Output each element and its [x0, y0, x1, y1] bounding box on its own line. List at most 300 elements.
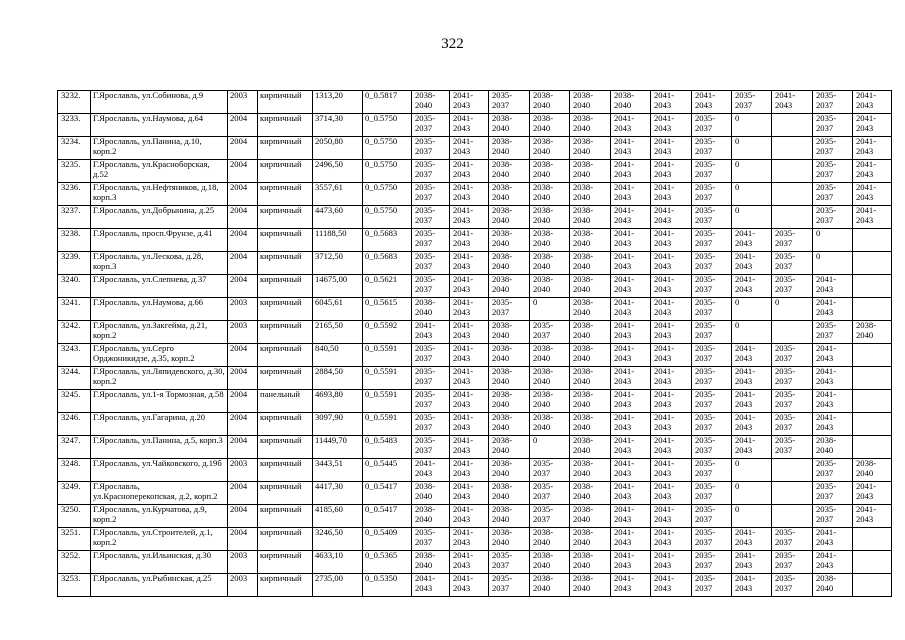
- repair-period-cell: 2041-2043: [651, 459, 692, 482]
- repair-period-cell: 2038-2040: [570, 91, 611, 114]
- repair-period-cell: 2041-2043: [611, 344, 651, 367]
- repair-period-cell: 2041-2043: [611, 574, 651, 597]
- address-cell: Г.Ярославль, ул.Курчатова, д.9, корп.2: [91, 505, 228, 528]
- row-number-cell: 3252.: [58, 551, 91, 574]
- repair-period-cell: 2041-2043: [651, 436, 692, 459]
- repair-period-cell: 0: [813, 252, 853, 275]
- repair-period-cell: [772, 183, 813, 206]
- repair-period-cell: 2041-2043: [853, 505, 892, 528]
- table-row: [58, 528, 892, 551]
- wall-material-cell: кирпичный: [258, 91, 313, 114]
- repair-period-cell: 2038-2040: [570, 183, 611, 206]
- repair-period-cell: 2041-2043: [611, 114, 651, 137]
- table-row: [58, 482, 892, 505]
- repair-period-cell: 0: [732, 183, 772, 206]
- repair-period-cell: 2041-2043: [611, 206, 651, 229]
- repair-period-cell: 2035-2037: [813, 206, 853, 229]
- repair-period-cell: 2035-2037: [772, 528, 813, 551]
- table-row: [58, 574, 892, 597]
- year-built-cell: 2004: [228, 137, 258, 160]
- wall-material-cell: панельный: [258, 390, 313, 413]
- repair-period-cell: 2041-2043: [732, 574, 772, 597]
- repair-period-cell: 2038-2040: [489, 505, 530, 528]
- repair-period-cell: 2041-2043: [611, 436, 651, 459]
- repair-period-cell: 2038-2040: [489, 229, 530, 252]
- repair-period-cell: 2041-2043: [732, 367, 772, 390]
- repair-period-cell: 2035-2037: [530, 482, 570, 505]
- area-cell: 2165,50: [313, 321, 363, 344]
- repair-period-cell: 0: [772, 298, 813, 321]
- year-built-cell: 2003: [228, 91, 258, 114]
- repair-period-cell: 2035-2037: [692, 183, 732, 206]
- repair-period-cell: 2038-2040: [489, 390, 530, 413]
- row-number-cell: 3244.: [58, 367, 91, 390]
- year-built-cell: 2004: [228, 367, 258, 390]
- wear-index-cell: 0_0.5591: [363, 390, 412, 413]
- address-cell: Г.Ярославль, ул.Слепнева, д.37: [91, 275, 228, 298]
- repair-period-cell: [853, 551, 892, 574]
- repair-period-cell: 2038-2040: [570, 459, 611, 482]
- repair-period-cell: 2041-2043: [732, 436, 772, 459]
- repair-period-cell: 2038-2040: [530, 91, 570, 114]
- address-cell: Г.Ярославль, ул.Добрынина, д.25: [91, 206, 228, 229]
- repair-period-cell: 2035-2037: [412, 183, 450, 206]
- repair-period-cell: 2038-2040: [570, 528, 611, 551]
- repair-period-cell: 2041-2043: [412, 321, 450, 344]
- row-number-cell: 3242.: [58, 321, 91, 344]
- repair-period-cell: 2038-2040: [530, 114, 570, 137]
- row-number-cell: 3246.: [58, 413, 91, 436]
- repair-period-cell: 0: [732, 505, 772, 528]
- wear-index-cell: 0_0.5445: [363, 459, 412, 482]
- repair-period-cell: 2035-2037: [692, 482, 732, 505]
- repair-period-cell: 2038-2040: [489, 367, 530, 390]
- repair-period-cell: 2041-2043: [450, 367, 489, 390]
- wear-index-cell: 0_0.5750: [363, 160, 412, 183]
- repair-period-cell: 2038-2040: [489, 344, 530, 367]
- repair-period-cell: 2038-2040: [570, 574, 611, 597]
- row-number-cell: 3236.: [58, 183, 91, 206]
- table-row: [58, 459, 892, 482]
- repair-period-cell: 2035-2037: [412, 114, 450, 137]
- repair-period-cell: [853, 229, 892, 252]
- repair-period-cell: 2035-2037: [412, 367, 450, 390]
- repair-period-cell: 2038-2040: [570, 114, 611, 137]
- address-cell: Г.Ярославль, ул.Ляпидевского, д.30, корп.2: [91, 367, 228, 390]
- repair-period-cell: 2038-2040: [570, 413, 611, 436]
- repair-period-cell: 2035-2037: [772, 551, 813, 574]
- wear-index-cell: 0_0.5683: [363, 252, 412, 275]
- repair-period-cell: 0: [732, 459, 772, 482]
- repair-period-cell: 2035-2037: [692, 206, 732, 229]
- repair-period-cell: 2038-2040: [530, 413, 570, 436]
- repair-period-cell: 2041-2043: [611, 505, 651, 528]
- wall-material-cell: кирпичный: [258, 574, 313, 597]
- repair-period-cell: 2035-2037: [412, 137, 450, 160]
- repair-period-cell: 2035-2037: [813, 183, 853, 206]
- row-number-cell: 3232.: [58, 91, 91, 114]
- repair-period-cell: [772, 137, 813, 160]
- repair-period-cell: [853, 298, 892, 321]
- address-cell: Г.Ярославль, ул.Чайковского, д.19б: [91, 459, 228, 482]
- wall-material-cell: кирпичный: [258, 252, 313, 275]
- repair-period-cell: 2035-2037: [412, 206, 450, 229]
- repair-period-cell: [853, 390, 892, 413]
- repair-period-cell: 2041-2043: [611, 459, 651, 482]
- repair-period-cell: [853, 436, 892, 459]
- repair-period-cell: 2041-2043: [450, 574, 489, 597]
- row-number-cell: 3233.: [58, 114, 91, 137]
- table-row: [58, 229, 892, 252]
- repair-period-cell: [853, 344, 892, 367]
- repair-period-cell: 2041-2043: [611, 551, 651, 574]
- wall-material-cell: кирпичный: [258, 551, 313, 574]
- repair-period-cell: 2038-2040: [489, 137, 530, 160]
- repair-period-cell: 2038-2040: [489, 114, 530, 137]
- repair-period-cell: 2035-2037: [772, 574, 813, 597]
- page-number: 322: [441, 36, 464, 52]
- repair-period-cell: 2041-2043: [450, 321, 489, 344]
- repair-period-cell: 2041-2043: [611, 160, 651, 183]
- repair-period-cell: 2041-2043: [450, 252, 489, 275]
- row-number-cell: 3250.: [58, 505, 91, 528]
- table-row: [58, 183, 892, 206]
- repair-period-cell: [853, 275, 892, 298]
- row-number-cell: 3251.: [58, 528, 91, 551]
- repair-period-cell: 2035-2037: [692, 321, 732, 344]
- repair-period-cell: 2038-2040: [570, 137, 611, 160]
- repair-period-cell: 2038-2040: [570, 390, 611, 413]
- repair-period-cell: 2035-2037: [813, 321, 853, 344]
- repair-period-cell: 2041-2043: [611, 367, 651, 390]
- repair-period-cell: 2035-2037: [530, 321, 570, 344]
- row-number-cell: 3245.: [58, 390, 91, 413]
- wall-material-cell: кирпичный: [258, 137, 313, 160]
- repair-period-cell: 2041-2043: [450, 482, 489, 505]
- area-cell: 2050,80: [313, 137, 363, 160]
- year-built-cell: 2004: [228, 183, 258, 206]
- repair-period-cell: 2041-2043: [732, 390, 772, 413]
- repair-period-cell: [772, 160, 813, 183]
- repair-period-cell: 2035-2037: [412, 275, 450, 298]
- table-row: [58, 298, 892, 321]
- repair-period-cell: 2041-2043: [611, 321, 651, 344]
- repair-period-cell: 2038-2040: [530, 137, 570, 160]
- wear-index-cell: 0_0.5683: [363, 229, 412, 252]
- repair-period-cell: 2041-2043: [813, 390, 853, 413]
- repair-period-cell: 2041-2043: [611, 482, 651, 505]
- address-cell: Г.Ярославль, ул.Закгейма, д.21, корп.2: [91, 321, 228, 344]
- repair-period-cell: 2038-2040: [570, 436, 611, 459]
- wear-index-cell: 0_0.5591: [363, 367, 412, 390]
- area-cell: 1313,20: [313, 91, 363, 114]
- repair-period-cell: 2041-2043: [651, 344, 692, 367]
- table-row: [58, 390, 892, 413]
- repair-period-cell: 0: [813, 229, 853, 252]
- year-built-cell: 2004: [228, 252, 258, 275]
- repair-period-cell: 2038-2040: [489, 459, 530, 482]
- repair-period-cell: 2041-2043: [611, 390, 651, 413]
- address-cell: Г.Ярославль, ул.Ильинская, д.30: [91, 551, 228, 574]
- repair-period-cell: 2038-2040: [489, 160, 530, 183]
- wall-material-cell: кирпичный: [258, 298, 313, 321]
- repair-period-cell: 2038-2040: [570, 160, 611, 183]
- table-row: [58, 413, 892, 436]
- repair-period-cell: 2035-2037: [813, 137, 853, 160]
- repair-period-cell: 2041-2043: [692, 91, 732, 114]
- wear-index-cell: 0_0.5483: [363, 436, 412, 459]
- repair-period-cell: 2041-2043: [450, 206, 489, 229]
- year-built-cell: 2004: [228, 413, 258, 436]
- repair-period-cell: 0: [732, 298, 772, 321]
- repair-period-cell: 2041-2043: [651, 551, 692, 574]
- repair-period-cell: 2041-2043: [450, 298, 489, 321]
- row-number-cell: 3241.: [58, 298, 91, 321]
- repair-period-cell: 2041-2043: [651, 482, 692, 505]
- wear-index-cell: 0_0.5592: [363, 321, 412, 344]
- repair-period-cell: [853, 367, 892, 390]
- repair-period-cell: 2038-2040: [530, 229, 570, 252]
- registry-body: [58, 91, 892, 597]
- repair-period-cell: 2041-2043: [651, 574, 692, 597]
- repair-period-cell: 2035-2037: [772, 413, 813, 436]
- repair-period-cell: 2041-2043: [651, 390, 692, 413]
- repair-period-cell: 2035-2037: [692, 229, 732, 252]
- repair-period-cell: 2035-2037: [489, 551, 530, 574]
- repair-period-cell: 2035-2037: [412, 390, 450, 413]
- repair-period-cell: 2041-2043: [853, 137, 892, 160]
- area-cell: 2884,50: [313, 367, 363, 390]
- repair-period-cell: 2038-2040: [489, 436, 530, 459]
- area-cell: 4185,60: [313, 505, 363, 528]
- repair-period-cell: 2038-2040: [530, 183, 570, 206]
- repair-period-cell: 2041-2043: [853, 206, 892, 229]
- repair-period-cell: 2041-2043: [651, 298, 692, 321]
- table-row: [58, 252, 892, 275]
- repair-period-cell: 2035-2037: [412, 528, 450, 551]
- table-row: [58, 160, 892, 183]
- area-cell: 11188,50: [313, 229, 363, 252]
- wall-material-cell: кирпичный: [258, 344, 313, 367]
- repair-period-cell: 2041-2043: [450, 459, 489, 482]
- wall-material-cell: кирпичный: [258, 505, 313, 528]
- repair-period-cell: 2041-2043: [732, 528, 772, 551]
- repair-period-cell: 2041-2043: [732, 252, 772, 275]
- repair-period-cell: 2041-2043: [813, 298, 853, 321]
- repair-period-cell: 2041-2043: [732, 413, 772, 436]
- repair-period-cell: 2041-2043: [853, 160, 892, 183]
- repair-period-cell: 2041-2043: [732, 344, 772, 367]
- wear-index-cell: 0_0.5417: [363, 482, 412, 505]
- year-built-cell: 2004: [228, 505, 258, 528]
- wall-material-cell: кирпичный: [258, 482, 313, 505]
- repair-period-cell: 2038-2040: [489, 252, 530, 275]
- repair-period-cell: 2038-2040: [570, 206, 611, 229]
- wear-index-cell: 0_0.5591: [363, 344, 412, 367]
- table-row: [58, 367, 892, 390]
- repair-period-cell: 2035-2037: [489, 574, 530, 597]
- repair-period-cell: 0: [530, 298, 570, 321]
- wall-material-cell: кирпичный: [258, 183, 313, 206]
- table-row: [58, 137, 892, 160]
- repair-period-cell: 2038-2040: [412, 505, 450, 528]
- repair-period-cell: 2041-2043: [611, 413, 651, 436]
- row-number-cell: 3249.: [58, 482, 91, 505]
- repair-period-cell: 2041-2043: [611, 275, 651, 298]
- wall-material-cell: кирпичный: [258, 206, 313, 229]
- address-cell: Г.Ярославль, ул.Наумова, д.64: [91, 114, 228, 137]
- repair-period-cell: 2041-2043: [651, 413, 692, 436]
- repair-period-cell: 2035-2037: [692, 114, 732, 137]
- repair-period-cell: 2038-2040: [570, 321, 611, 344]
- wall-material-cell: кирпичный: [258, 275, 313, 298]
- repair-period-cell: 2041-2043: [450, 160, 489, 183]
- area-cell: 3246,50: [313, 528, 363, 551]
- repair-period-cell: 2035-2037: [692, 459, 732, 482]
- repair-period-cell: 2041-2043: [813, 344, 853, 367]
- repair-period-cell: 2035-2037: [412, 160, 450, 183]
- year-built-cell: 2003: [228, 574, 258, 597]
- table-row: [58, 321, 892, 344]
- address-cell: Г.Ярославль, ул.Наумова, д.66: [91, 298, 228, 321]
- repair-period-cell: 0: [732, 482, 772, 505]
- repair-period-cell: 2041-2043: [772, 91, 813, 114]
- wall-material-cell: кирпичный: [258, 160, 313, 183]
- table-row: [58, 551, 892, 574]
- repair-period-cell: 2038-2040: [530, 275, 570, 298]
- repair-period-cell: 2038-2040: [570, 229, 611, 252]
- wall-material-cell: кирпичный: [258, 436, 313, 459]
- repair-period-cell: 2038-2040: [489, 183, 530, 206]
- table-row: [58, 114, 892, 137]
- repair-period-cell: [772, 459, 813, 482]
- address-cell: Г.Ярославль, ул.Серго Орджоникидзе, д.35, корп.2: [91, 344, 228, 367]
- repair-period-cell: 2035-2037: [412, 229, 450, 252]
- area-cell: 2735,00: [313, 574, 363, 597]
- wear-index-cell: 0_0.5750: [363, 183, 412, 206]
- repair-period-cell: 2041-2043: [651, 229, 692, 252]
- repair-period-cell: 0: [732, 114, 772, 137]
- repair-period-cell: [853, 528, 892, 551]
- repair-period-cell: [772, 505, 813, 528]
- repair-period-cell: 0: [732, 137, 772, 160]
- repair-period-cell: 2038-2040: [489, 275, 530, 298]
- repair-period-cell: 2041-2043: [450, 114, 489, 137]
- wall-material-cell: кирпичный: [258, 459, 313, 482]
- area-cell: 3714,30: [313, 114, 363, 137]
- repair-period-cell: 2041-2043: [732, 229, 772, 252]
- address-cell: Г.Ярославль, ул.Панина, д.5, корп.3: [91, 436, 228, 459]
- repair-period-cell: 0: [732, 206, 772, 229]
- area-cell: 840,50: [313, 344, 363, 367]
- wall-material-cell: кирпичный: [258, 413, 313, 436]
- row-number-cell: 3243.: [58, 344, 91, 367]
- repair-period-cell: 2035-2037: [772, 344, 813, 367]
- repair-period-cell: 2038-2040: [489, 321, 530, 344]
- repair-period-cell: 2041-2043: [651, 206, 692, 229]
- row-number-cell: 3239.: [58, 252, 91, 275]
- repair-period-cell: 2035-2037: [772, 275, 813, 298]
- year-built-cell: 2004: [228, 436, 258, 459]
- repair-period-cell: 2038-2040: [412, 482, 450, 505]
- repair-period-cell: 2041-2043: [813, 528, 853, 551]
- repair-period-cell: 2035-2037: [692, 137, 732, 160]
- area-cell: 3443,51: [313, 459, 363, 482]
- address-cell: Г.Ярославль, ул.1-я Тормозная, д.58: [91, 390, 228, 413]
- address-cell: Г.Ярославль, ул.Нефтяников, д.18, корп.3: [91, 183, 228, 206]
- year-built-cell: 2004: [228, 229, 258, 252]
- repair-period-cell: 2041-2043: [651, 505, 692, 528]
- wear-index-cell: 0_0.5750: [363, 114, 412, 137]
- repair-period-cell: 2038-2040: [489, 413, 530, 436]
- wall-material-cell: кирпичный: [258, 321, 313, 344]
- repair-period-cell: 2035-2037: [530, 459, 570, 482]
- area-cell: 14675,00: [313, 275, 363, 298]
- repair-period-cell: 2035-2037: [772, 367, 813, 390]
- repair-period-cell: 2041-2043: [651, 252, 692, 275]
- repair-period-cell: 2035-2037: [530, 505, 570, 528]
- table-row: [58, 275, 892, 298]
- repair-period-cell: 2035-2037: [692, 160, 732, 183]
- repair-period-cell: 2041-2043: [611, 298, 651, 321]
- repair-period-cell: 2035-2037: [772, 436, 813, 459]
- repair-period-cell: 2041-2043: [611, 528, 651, 551]
- area-cell: 3557,61: [313, 183, 363, 206]
- table-row: [58, 436, 892, 459]
- year-built-cell: 2003: [228, 459, 258, 482]
- repair-period-cell: [772, 321, 813, 344]
- row-number-cell: 3247.: [58, 436, 91, 459]
- repair-period-cell: 2041-2043: [651, 114, 692, 137]
- repair-period-cell: [772, 206, 813, 229]
- table-row: [58, 505, 892, 528]
- repair-period-cell: 2035-2037: [692, 367, 732, 390]
- repair-period-cell: 2035-2037: [732, 91, 772, 114]
- repair-period-cell: 2035-2037: [813, 114, 853, 137]
- year-built-cell: 2004: [228, 344, 258, 367]
- repair-period-cell: 2038-2040: [530, 206, 570, 229]
- repair-period-cell: 2041-2043: [450, 275, 489, 298]
- repair-period-cell: 2038-2040: [570, 505, 611, 528]
- year-built-cell: 2003: [228, 298, 258, 321]
- repair-period-cell: 2035-2037: [692, 275, 732, 298]
- address-cell: Г.Ярославль, ул.Лескова, д.28, корп.3: [91, 252, 228, 275]
- repair-period-cell: 2035-2037: [813, 482, 853, 505]
- repair-period-cell: 2038-2040: [530, 574, 570, 597]
- repair-period-cell: 2041-2043: [450, 528, 489, 551]
- area-cell: 2496,50: [313, 160, 363, 183]
- repair-period-cell: 2041-2043: [611, 252, 651, 275]
- repair-period-cell: 2038-2040: [530, 390, 570, 413]
- area-cell: 4693,80: [313, 390, 363, 413]
- year-built-cell: 2003: [228, 321, 258, 344]
- repair-period-cell: 2035-2037: [772, 229, 813, 252]
- wall-material-cell: кирпичный: [258, 367, 313, 390]
- repair-period-cell: 2035-2037: [489, 91, 530, 114]
- repair-period-cell: 2038-2040: [530, 252, 570, 275]
- wear-index-cell: 0_0.5750: [363, 206, 412, 229]
- address-cell: Г.Ярославль, ул.Строителей, д.1, корп.2: [91, 528, 228, 551]
- address-cell: Г.Ярославль, ул.Красноперекопская, д.2, корп.2: [91, 482, 228, 505]
- repair-period-cell: 2041-2043: [412, 574, 450, 597]
- repair-period-cell: 2041-2043: [450, 413, 489, 436]
- repair-period-cell: 2035-2037: [692, 390, 732, 413]
- repair-period-cell: 2038-2040: [813, 574, 853, 597]
- repair-period-cell: 2041-2043: [651, 137, 692, 160]
- year-built-cell: 2004: [228, 206, 258, 229]
- repair-period-cell: 2038-2040: [530, 367, 570, 390]
- repair-period-cell: 2035-2037: [692, 298, 732, 321]
